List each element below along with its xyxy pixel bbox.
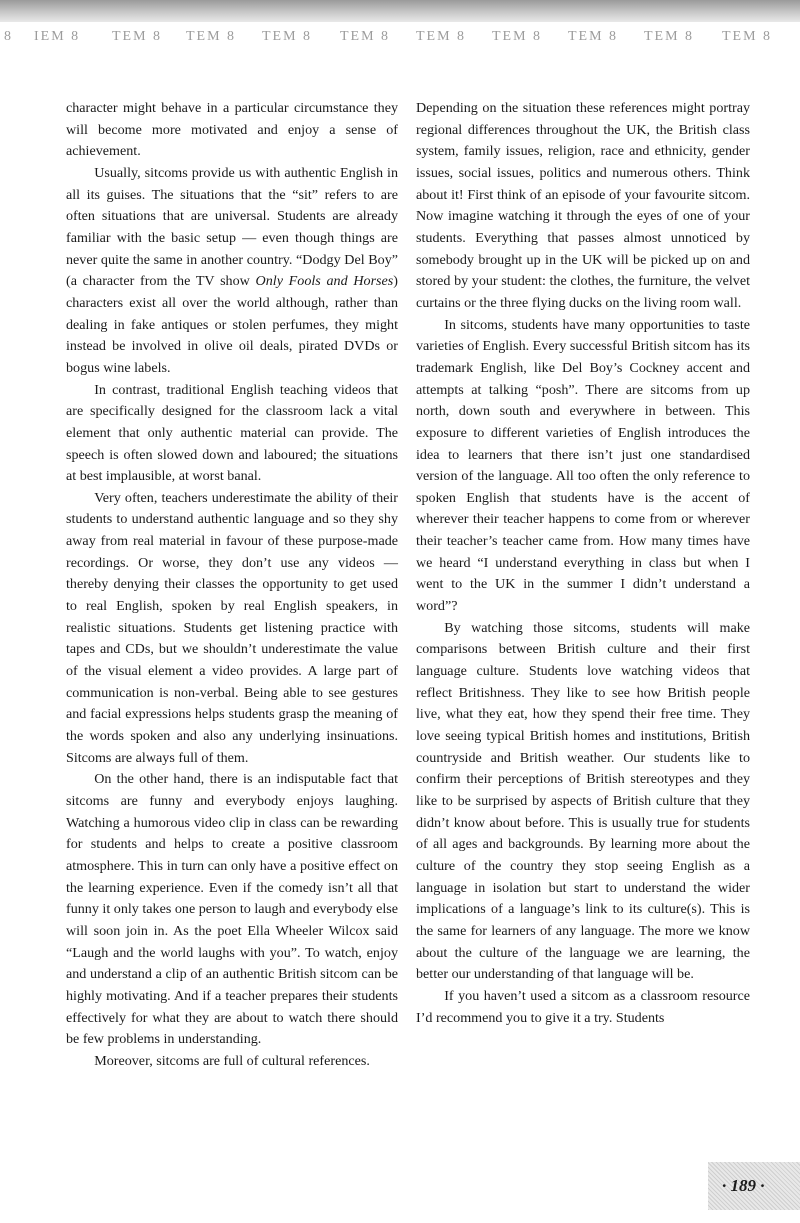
running-header-mark: IEM 8 (34, 29, 81, 44)
running-header-mark: TEM 8 (186, 29, 237, 44)
page-number-badge (708, 1162, 800, 1210)
paragraph-underestimate: Very often, teachers underestimate the ability of their students to understand authentic language and so they shy away from real material in favour of these purpose-made recordings. Or worse, they don’t use any videos — thereby denying their classes the opportunity to get used to real English, spoken by real English speakers, in realistic situations. Students get listening practice with tapes and CDs, but we shouldn’t underestimate the value of the visual element a video provides. A large part of communication is non-verbal. Being able to see gestures and facial expressions helps students grasp the meaning of the words spoken and also any underlying insinuations. Sitcoms are always full of them. (66, 489, 398, 766)
paragraph-comparisons: By watching those sitcoms, students will make comparisons between British culture and their first language culture. Students love watching videos that reflect Britishness. They like to see how British people live, what they eat, how they spend their free time. They love seeing typical British homes and institutions, British countryside and British weather. Our students like to confirm their perceptions of British stereotypes and they like to be surprised by aspects of British culture that they didn’t know about before. This is usually true for students of all ages and backgrounds. By learning more about the culture of the country they stop seeing English as a language in isolation but start to understand the wider implications of a language’s link to its culture(s). This is the same for learners of any language. The more we know about the culture of the language we are learning, the better our understanding of that language will be. (416, 619, 750, 983)
running-header-mark: TEM 8 (722, 29, 773, 44)
paragraph-cultural-references: Moreover, sitcoms are full of cultural references. (94, 1052, 370, 1069)
left-column (66, 98, 398, 1073)
header-band (0, 0, 800, 22)
paragraph-text: Usually, sitcoms provide us with authentic English in all its guises. The situations that the “sit” refers to are often situations that are universal. Students are already familiar with the basic setup — even though things are never quite the same in another country. “Dodgy Del Boy” (a character from the TV show (66, 164, 398, 290)
paragraph-recommendation: If you haven’t used a sitcom as a classroom resource I’d recommend you to give it a try. Students (416, 987, 750, 1026)
paragraph-continuation: character might behave in a particular circumstance they will become more motivated and enjoy a sense of achievement. (66, 100, 398, 160)
running-header-mark: TEM 8 (416, 29, 467, 44)
paragraph-references-continuation: Depending on the situation these references might portray regional differences throughout the UK, the British class system, family issues, religion, race and ethnicity, gender issues, social issues, politics and numerous others. Think about it! First think of an episode of your favourite sitcom. Now imagine watching it through the eyes of one of your students. Everything that passes almost unnoticed by somebody brought up in the UK will be picked up on and stored by your student: the clothes, the furniture, the velvet curtains or the three flying ducks on the living room wall. (416, 100, 750, 311)
paragraph-funny: On the other hand, there is an indisputable fact that sitcoms are funny and everybody enjoys laughing. Watching a humorous video clip in class can be rewarding for students and helps to create a positive classroom atmosphere. This in turn can only have a positive effect on the learning experience. Even if the comedy isn’t all that funny it only takes one person to laugh and everybody else will soon join in. As the poet Ella Wheeler Wilcox said “Laugh and the world laughs with you”. To watch, enjoy and understand a clip of an authentic British sitcom can be highly motivating. And if a teacher prepares their students effectively for what they are about to watch there should be few problems in understanding. (66, 771, 398, 1048)
running-header-mark: TEM 8 (112, 29, 163, 44)
show-title: Only Fools and Horses (255, 273, 394, 290)
paragraph-traditional-videos: In contrast, traditional English teaching videos that are specifically designed for the classroom lack a vital element that only authentic material can provide. The speech is often slowed down and laboured; the situations at best implausible, at worst banal. (66, 381, 398, 485)
right-column (416, 98, 750, 1029)
running-header (0, 26, 800, 48)
page-number: · 189 · (722, 1176, 765, 1195)
running-header-mark: TEM 8 (568, 29, 619, 44)
running-header-mark: TEM 8 (492, 29, 543, 44)
paragraph-authentic-english (66, 163, 398, 380)
running-header-mark: 8 (4, 29, 13, 44)
running-header-mark: TEM 8 (262, 29, 313, 44)
paragraph-varieties: In sitcoms, students have many opportunities to taste varieties of English. Every successful British sitcom has its trademark English, like Del Boy’s Cockney accent and attempts at talking “posh”. There are sitcoms from up north, down south and everywhere in between. This exposure to different varieties of English introduces the idea to learners that there isn’t just one standardised version of the language. All too often the only reference to spoken English that students have is the accent of wherever their teacher happens to come from or wherever their teacher’s teacher came from. How many times have we heard “I understand everything in class but when I went to the UK in the summer I didn’t understand a word”? (416, 316, 750, 615)
running-header-mark: TEM 8 (644, 29, 695, 44)
paragraph-text: ) characters exist all over the world although, rather than dealing in fake antiques or stolen perfumes, they might instead be involved in olive oil deals, pirated DVDs or bogus wine labels. (66, 273, 398, 376)
running-header-mark: TEM 8 (340, 29, 391, 44)
